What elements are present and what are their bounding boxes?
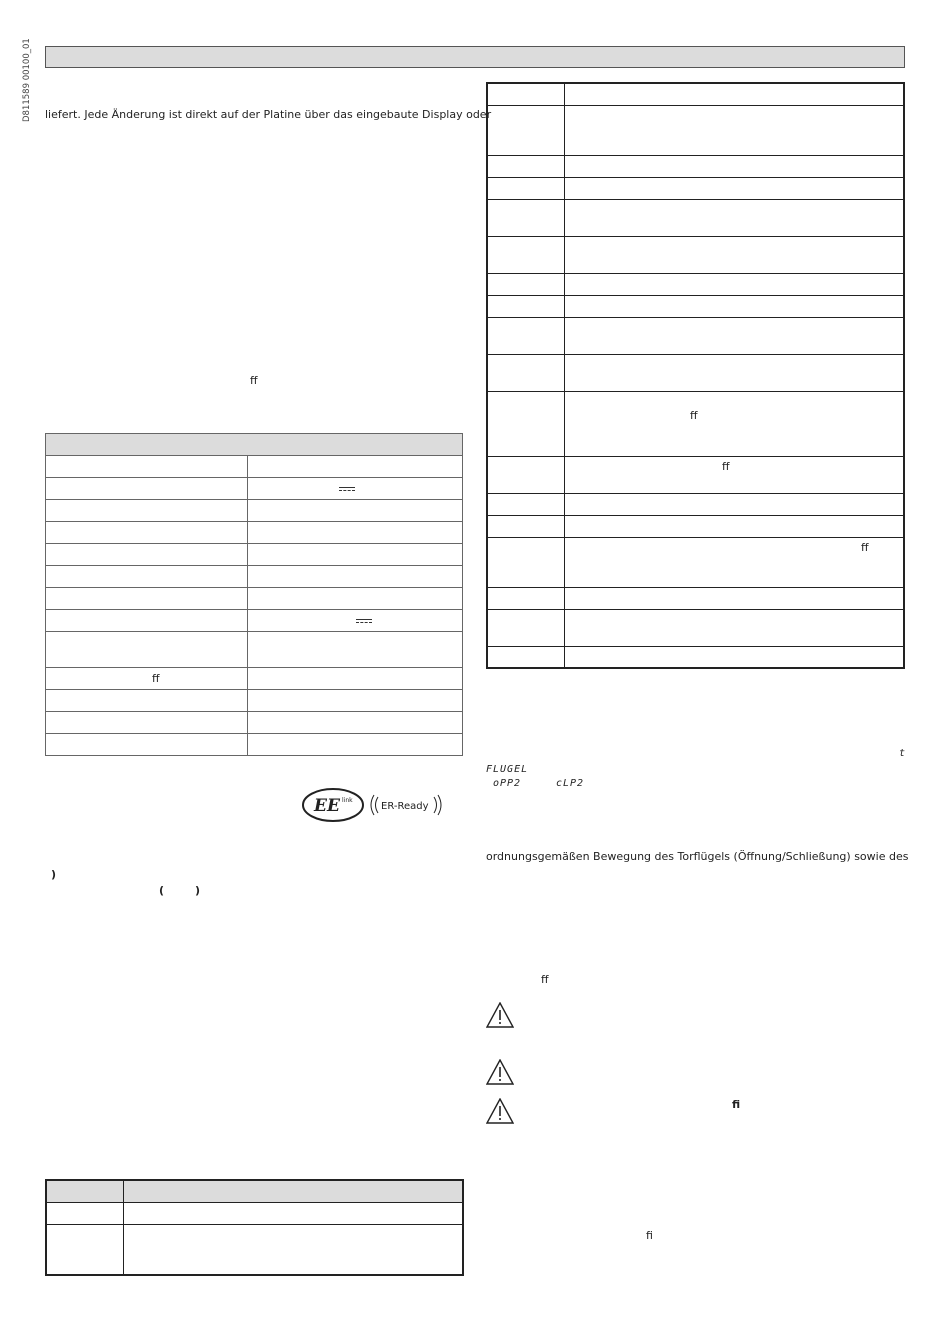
spec-cell: [248, 522, 463, 544]
dc-symbol: [339, 484, 355, 495]
table-cell: [487, 236, 565, 273]
table-cell: [565, 515, 905, 537]
bracket-fragment: ): [51, 868, 57, 881]
spec-cell: [46, 712, 248, 734]
warning-icon: [486, 1059, 514, 1085]
intro-text: liefert. Jede Änderung ist direkt auf der Platine über das eingebaute Display oder: [45, 108, 492, 121]
display-label-close: cLP2: [556, 778, 585, 789]
table-cell: [565, 273, 905, 295]
parameter-list-table: [486, 82, 905, 669]
bracket-fragment: ): [195, 884, 201, 897]
spec-cell: [248, 478, 463, 500]
spec-table: [45, 433, 463, 756]
table-cell: [487, 493, 565, 515]
ee-link-logo: [302, 787, 444, 823]
table-cell: [487, 646, 565, 668]
ee-link-logo-graphic: [302, 787, 444, 823]
table-cell: [487, 199, 565, 236]
table-cell: [565, 493, 905, 515]
table-cell: [487, 273, 565, 295]
logo-mark: EE: [314, 796, 340, 816]
table-cell: [487, 83, 565, 105]
table-cell: [565, 354, 905, 391]
spec-cell: [46, 668, 248, 690]
document-code: D811589 00100_01: [22, 38, 32, 122]
table-cell: [565, 456, 905, 493]
table-cell: [565, 83, 905, 105]
paragraph-text: ordnungsgemäßen Bewegung des Torflügels (Öffnung/Schließung) sowie des: [486, 850, 909, 863]
spec-cell: [46, 588, 248, 610]
logo-sub: link: [342, 797, 353, 804]
spec-cell: [46, 734, 248, 756]
spec-cell: [248, 610, 463, 632]
table-cell: [565, 609, 905, 646]
spec-cell: [46, 690, 248, 712]
table-cell: [565, 295, 905, 317]
table-header-cell: [46, 1180, 124, 1203]
bracket-fragment: (: [159, 884, 165, 897]
table-cell: [487, 515, 565, 537]
spec-cell: [248, 566, 463, 588]
spec-cell: [46, 456, 248, 478]
spec-cell: [46, 566, 248, 588]
table-cell: [487, 105, 565, 155]
table-cell: [46, 1203, 124, 1225]
table-cell: [565, 537, 905, 587]
spec-cell: [248, 500, 463, 522]
spec-cell: [46, 522, 248, 544]
table-cell: [565, 587, 905, 609]
table-cell: [487, 295, 565, 317]
table-cell: [487, 537, 565, 587]
display-label-open: oPP2: [493, 778, 522, 789]
table-cell: [565, 646, 905, 668]
ligature-fragment: fi: [646, 1229, 653, 1242]
spec-cell: [248, 588, 463, 610]
table-cell: [487, 587, 565, 609]
ligature-fragment: ff: [152, 672, 160, 685]
table-cell: [487, 609, 565, 646]
table-cell: [124, 1203, 464, 1225]
table-cell: [487, 391, 565, 456]
spec-cell: [248, 734, 463, 756]
ligature-fragment: ff: [861, 540, 869, 554]
ligature-fragment: fi: [732, 1098, 741, 1111]
spec-cell: [248, 632, 463, 668]
spec-cell: [46, 478, 248, 500]
table-cell: [565, 177, 905, 199]
table-cell: [487, 456, 565, 493]
table-cell: [565, 199, 905, 236]
warning-icon: [486, 1098, 514, 1124]
spec-cell: [46, 500, 248, 522]
table-cell: [565, 105, 905, 155]
table-cell: [565, 236, 905, 273]
spec-cell: [248, 456, 463, 478]
table-cell: [487, 354, 565, 391]
spec-cell: [46, 610, 248, 632]
spec-cell: [46, 544, 248, 566]
table-cell: [487, 317, 565, 354]
ligature-fragment: ff: [690, 408, 698, 422]
ligature-fragment: ff: [541, 973, 549, 986]
section-header-bar: [45, 46, 905, 68]
display-fragment: t: [899, 748, 907, 759]
parameter-table: [45, 1179, 464, 1276]
table-cell: [565, 391, 905, 456]
spec-cell: [46, 632, 248, 668]
warning-icon: [486, 1002, 514, 1028]
table-header-cell: [124, 1180, 464, 1203]
dc-symbol: [356, 616, 372, 627]
er-ready-badge: ER-Ready: [381, 801, 429, 812]
display-label-flugel: FLUGEL: [486, 764, 529, 775]
table-cell: [565, 155, 905, 177]
table-cell: [487, 155, 565, 177]
spec-table-header: [46, 434, 463, 456]
spec-cell: [248, 690, 463, 712]
spec-cell: [248, 544, 463, 566]
table-cell: [124, 1225, 464, 1275]
table-cell: [487, 177, 565, 199]
ligature-fragment: ff: [250, 374, 258, 387]
ligature-fragment: ff: [722, 459, 730, 473]
table-cell: [46, 1225, 124, 1275]
table-cell: [565, 317, 905, 354]
spec-cell: [248, 668, 463, 690]
spec-cell: [248, 712, 463, 734]
